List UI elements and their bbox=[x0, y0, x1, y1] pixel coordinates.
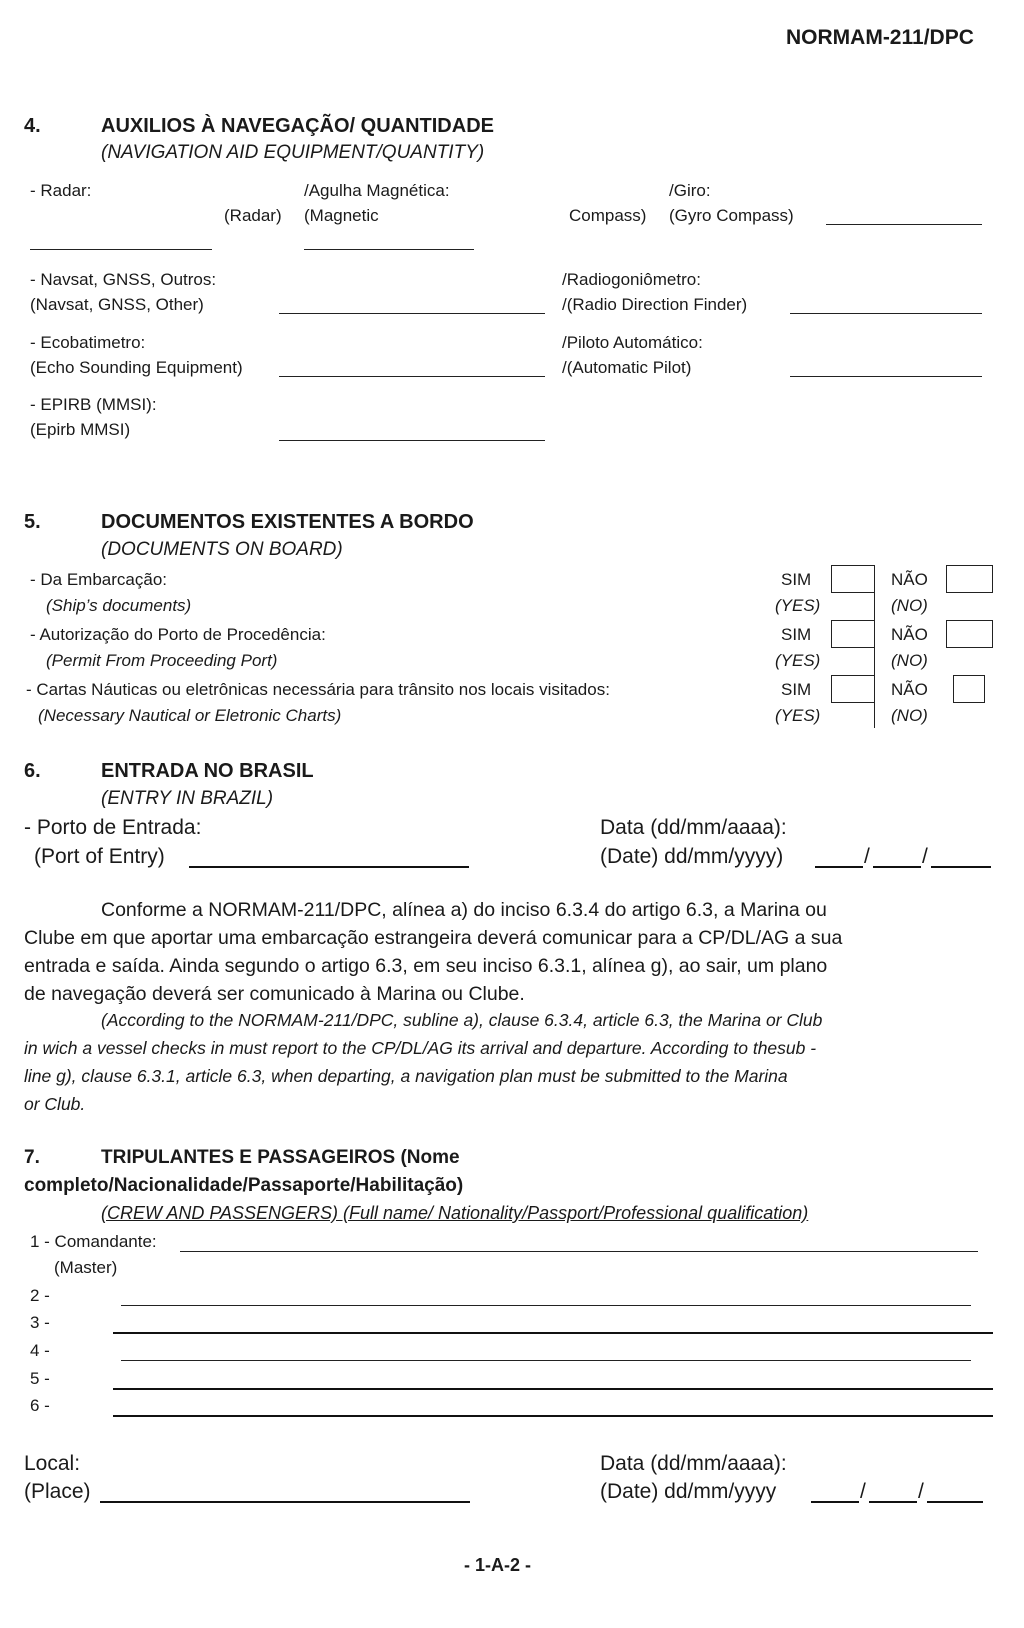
gyro-compass-label-en: (Gyro Compass) bbox=[669, 206, 794, 225]
regulation-paragraph-en-line-2: in wich a vessel checks in must report to the CP/DL/AG its arrival and departure. According to thesub - bbox=[24, 1038, 817, 1058]
magnetic-compass-label-en: (Magnetic bbox=[304, 206, 379, 225]
no-label: NÃO bbox=[891, 680, 928, 699]
autopilot-label: /Piloto Automático: bbox=[562, 333, 703, 352]
section-4-number: 4. bbox=[24, 115, 41, 137]
section-5-subtitle: (DOCUMENTS ON BOARD) bbox=[101, 539, 343, 560]
port-permit-no-checkbox[interactable] bbox=[946, 620, 993, 648]
section-5-title: DOCUMENTOS EXISTENTES A BORDO bbox=[101, 511, 474, 533]
crew-row-label: 4 - bbox=[30, 1341, 50, 1360]
echo-sounder-label: - Ecobatimetro: bbox=[30, 333, 146, 352]
crew-row-label: 6 - bbox=[30, 1396, 50, 1415]
section-5-number: 5. bbox=[24, 511, 41, 533]
gyro-compass-field[interactable] bbox=[826, 224, 982, 225]
epirb-field[interactable] bbox=[279, 440, 545, 441]
document-code: NORMAM-211/DPC bbox=[786, 26, 974, 49]
crew-row-field[interactable] bbox=[121, 1305, 971, 1306]
commander-field[interactable] bbox=[180, 1251, 978, 1252]
crew-row-field[interactable] bbox=[113, 1415, 993, 1417]
yes-label: SIM bbox=[781, 625, 812, 644]
nautical-charts-label-en: (Necessary Nautical or Eletronic Charts) bbox=[38, 706, 342, 725]
compass-label-en: Compass) bbox=[569, 206, 647, 225]
place-field[interactable] bbox=[100, 1501, 470, 1503]
autopilot-label-en: /(Automatic Pilot) bbox=[562, 358, 692, 377]
signature-date-year-field[interactable] bbox=[927, 1501, 983, 1503]
magnetic-compass-field[interactable] bbox=[304, 249, 474, 250]
section-7-number: 7. bbox=[24, 1147, 40, 1168]
port-of-entry-label: - Porto de Entrada: bbox=[24, 816, 202, 839]
radio-direction-finder-label-en: /(Radio Direction Finder) bbox=[562, 295, 748, 314]
regulation-paragraph-en-line-3: line g), clause 6.3.1, article 6.3, when departing, a navigation plan must be submitted to the Marina bbox=[24, 1066, 788, 1086]
yes-label-en: (YES) bbox=[775, 706, 821, 725]
port-permit-label: - Autorização do Porto de Procedência: bbox=[30, 625, 326, 644]
entry-date-label-en: (Date) dd/mm/yyyy) bbox=[600, 845, 784, 868]
section-6-title: ENTRADA NO BRASIL bbox=[101, 760, 314, 782]
place-label: Local: bbox=[24, 1452, 81, 1475]
regulation-paragraph-line-3: entrada e saída. Ainda segundo o artigo 6.3, em seu inciso 6.3.1, alínea g), ao sair, um plano bbox=[24, 955, 828, 977]
no-label-en: (NO) bbox=[891, 706, 928, 725]
regulation-paragraph-line-1: Conforme a NORMAM-211/DPC, alínea a) do inciso 6.3.4 do artigo 6.3, a Marina ou bbox=[101, 899, 827, 921]
signature-date-label-en: (Date) dd/mm/yyyy bbox=[600, 1480, 777, 1503]
nautical-charts-label: - Cartas Náuticas ou eletrônicas necessária para trânsito nos locais visitados: bbox=[26, 680, 610, 699]
epirb-label: - EPIRB (MMSI): bbox=[30, 395, 157, 414]
ship-documents-yes-checkbox[interactable] bbox=[831, 565, 875, 593]
entry-date-label: Data (dd/mm/aaaa): bbox=[600, 816, 787, 839]
section-4-subtitle: (NAVIGATION AID EQUIPMENT/QUANTITY) bbox=[101, 142, 485, 163]
date-separator: / bbox=[922, 845, 928, 868]
yes-label-en: (YES) bbox=[775, 596, 821, 615]
yes-label: SIM bbox=[781, 570, 812, 589]
regulation-paragraph-line-2: Clube em que aportar uma embarcação estrangeira deverá comunicar para a CP/DL/AG a sua bbox=[24, 927, 843, 949]
section-7-title-cont: completo/Nacionalidade/Passaporte/Habilitação) bbox=[24, 1175, 464, 1196]
signature-date-day-field[interactable] bbox=[811, 1501, 859, 1503]
autopilot-field[interactable] bbox=[790, 376, 982, 377]
nautical-charts-no-checkbox[interactable] bbox=[953, 675, 985, 703]
magnetic-compass-label: /Agulha Magnética: bbox=[304, 181, 450, 200]
yes-label-en: (YES) bbox=[775, 651, 821, 670]
navsat-label: - Navsat, GNSS, Outros: bbox=[30, 270, 217, 289]
signature-date-month-field[interactable] bbox=[869, 1501, 917, 1503]
date-separator: / bbox=[860, 1480, 866, 1503]
navsat-field[interactable] bbox=[279, 313, 545, 314]
port-permit-label-en: (Permit From Proceeding Port) bbox=[46, 651, 278, 670]
crew-row-field[interactable] bbox=[113, 1388, 993, 1390]
radio-direction-finder-field[interactable] bbox=[790, 313, 982, 314]
no-label-en: (NO) bbox=[891, 596, 928, 615]
regulation-paragraph-en-line-1: (According to the NORMAM-211/DPC, subline a), clause 6.3.4, article 6.3, the Marina or Club bbox=[101, 1010, 823, 1030]
place-label-en: (Place) bbox=[24, 1480, 91, 1503]
crew-row-field[interactable] bbox=[113, 1332, 993, 1334]
no-label: NÃO bbox=[891, 625, 928, 644]
echo-sounder-field[interactable] bbox=[279, 376, 545, 377]
gyro-compass-label: /Giro: bbox=[669, 181, 711, 200]
yes-no-divider bbox=[874, 593, 875, 728]
ship-documents-label: - Da Embarcação: bbox=[30, 570, 167, 589]
section-4-title: AUXILIOS À NAVEGAÇÃO/ QUANTIDADE bbox=[101, 115, 494, 137]
echo-sounder-label-en: (Echo Sounding Equipment) bbox=[30, 358, 243, 377]
radar-label: - Radar: bbox=[30, 181, 92, 200]
no-label: NÃO bbox=[891, 570, 928, 589]
signature-date-label: Data (dd/mm/aaaa): bbox=[600, 1452, 787, 1475]
ship-documents-label-en: (Ship’s documents) bbox=[46, 596, 192, 615]
nautical-charts-yes-checkbox[interactable] bbox=[831, 675, 875, 703]
entry-date-month-field[interactable] bbox=[873, 866, 921, 868]
radar-field[interactable] bbox=[30, 249, 212, 250]
port-permit-yes-checkbox[interactable] bbox=[831, 620, 875, 648]
regulation-paragraph-line-4: de navegação deverá ser comunicado à Marina ou Clube. bbox=[24, 983, 525, 1005]
navsat-label-en: (Navsat, GNSS, Other) bbox=[30, 295, 204, 314]
date-separator: / bbox=[918, 1480, 924, 1503]
yes-label: SIM bbox=[781, 680, 812, 699]
port-of-entry-field[interactable] bbox=[189, 866, 469, 868]
section-6-subtitle: (ENTRY IN BRAZIL) bbox=[101, 788, 274, 809]
commander-label: 1 - Comandante: bbox=[30, 1232, 157, 1251]
crew-row-field[interactable] bbox=[121, 1360, 971, 1361]
section-6-number: 6. bbox=[24, 760, 41, 782]
entry-date-day-field[interactable] bbox=[815, 866, 863, 868]
epirb-label-en: (Epirb MMSI) bbox=[30, 420, 131, 439]
regulation-paragraph-en-line-4: or Club. bbox=[24, 1094, 86, 1114]
radio-direction-finder-label: /Radiogoniômetro: bbox=[562, 270, 701, 289]
section-7-subtitle: (CREW AND PASSENGERS) (Full name/ Nationality/Passport/Professional qualification) bbox=[101, 1203, 809, 1223]
page-number: - 1-A-2 - bbox=[464, 1555, 531, 1575]
port-of-entry-label-en: (Port of Entry) bbox=[34, 845, 165, 868]
crew-row-label: 3 - bbox=[30, 1313, 50, 1332]
crew-row-label: 5 - bbox=[30, 1369, 50, 1388]
no-label-en: (NO) bbox=[891, 651, 928, 670]
commander-label-en: (Master) bbox=[54, 1258, 118, 1277]
ship-documents-no-checkbox[interactable] bbox=[946, 565, 993, 593]
radar-label-en: (Radar) bbox=[224, 206, 282, 225]
entry-date-year-field[interactable] bbox=[931, 866, 991, 868]
date-separator: / bbox=[864, 845, 870, 868]
section-7-title: TRIPULANTES E PASSAGEIROS (Nome bbox=[101, 1147, 460, 1168]
crew-row-label: 2 - bbox=[30, 1286, 50, 1305]
